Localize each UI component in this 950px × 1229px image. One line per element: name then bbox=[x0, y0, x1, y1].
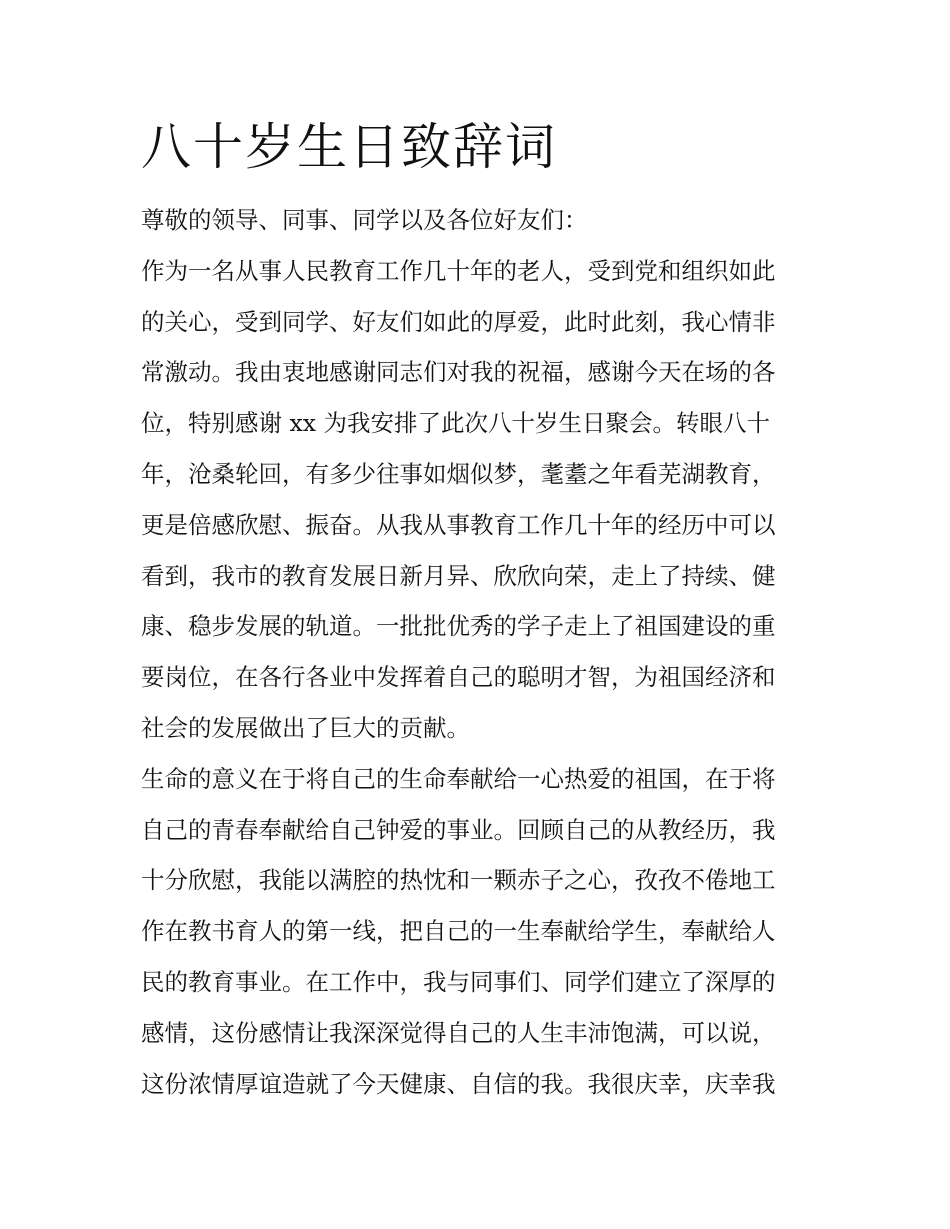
text-line: 社会的发展做出了巨大的贡献。 bbox=[141, 713, 470, 742]
text-line: 尊敬的领导、同事、同学以及各位好友们： bbox=[141, 206, 588, 234]
text-line: 自己的青春奉献给自己钟爱的事业。回顾自己的从教经历，我 bbox=[141, 815, 776, 844]
text-line: 常激动。我由衷地感谢同志们对我的祝福，感谢今天在场的各 bbox=[141, 358, 776, 387]
text-line: 作为一名从事人民教育工作几十年的老人，受到党和组织如此 bbox=[141, 256, 776, 285]
document-title: 八十岁生日致辞词 bbox=[141, 118, 557, 176]
text-line: 位，特别感谢 xx 为我安排了此次八十岁生日聚会。转眼八十 bbox=[141, 409, 770, 438]
text-line: 这份浓情厚谊造就了今天健康、自信的我。我很庆幸，庆幸我 bbox=[141, 1069, 776, 1098]
text-line: 作在教书育人的第一线，把自己的一生奉献给学生，奉献给人 bbox=[141, 917, 776, 946]
text-line: 更是倍感欣慰、振奋。从我从事教育工作几十年的经历中可以 bbox=[141, 510, 776, 539]
text-line: 的关心，受到同学、好友们如此的厚爱，此时此刻，我心情非 bbox=[141, 307, 776, 336]
text-line: 民的教育事业。在工作中，我与同事们、同学们建立了深厚的 bbox=[141, 967, 776, 996]
text-line: 看到，我市的教育发展日新月异、欣欣向荣，走上了持续、健 bbox=[141, 561, 776, 590]
text-line: 感情，这份感情让我深深觉得自己的人生丰沛饱满，可以说， bbox=[141, 1018, 776, 1047]
text-line: 康、稳步发展的轨道。一批批优秀的学子走上了祖国建设的重 bbox=[141, 612, 776, 641]
text-line: 要岗位，在各行各业中发挥着自己的聪明才智，为祖国经济和 bbox=[141, 663, 776, 692]
document-body bbox=[141, 195, 821, 1109]
text-line: 生命的意义在于将自己的生命奉献给一心热爱的祖国，在于将 bbox=[141, 764, 776, 793]
text-line: 年，沧桑轮回，有多少往事如烟似梦，耄耋之年看芜湖教育， bbox=[141, 459, 776, 488]
text-line: 十分欣慰，我能以满腔的热忱和一颗赤子之心，孜孜不倦地工 bbox=[141, 866, 776, 895]
